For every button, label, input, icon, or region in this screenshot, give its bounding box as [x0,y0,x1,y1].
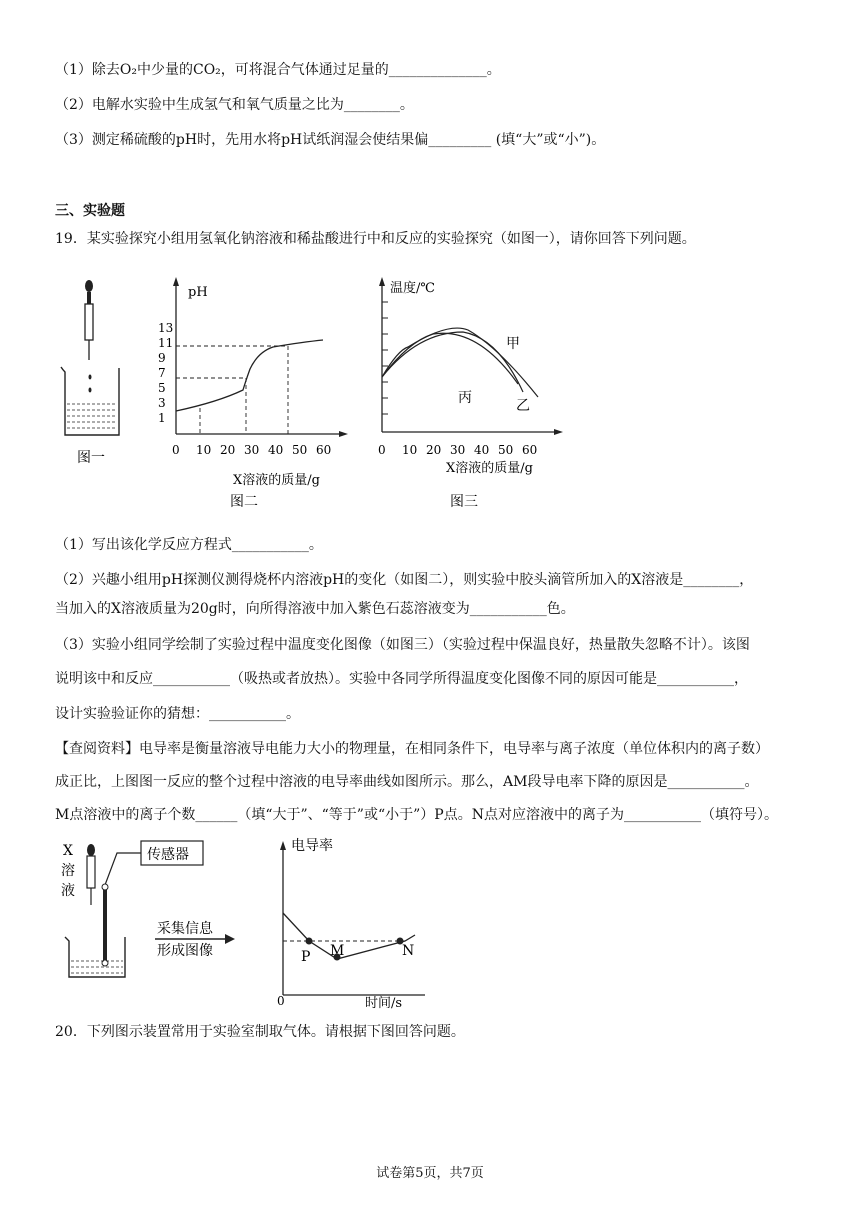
q19-part4-line3: M点溶液中的离子个数______（填“大于”、“等于”或“小于”）P点。N点对应溶液中的离子为___________（填符号）。 [55,807,778,823]
figure-3-curve-bing: 丙 [458,390,472,406]
arrow-text-2: 形成图像 [157,943,213,959]
figure-2-xlabel: X溶液的质量/g [233,473,320,488]
ph-xtick: 0 [172,443,180,457]
q20-stem: 20．下列图示装置常用于实验室制取气体。请根据下图回答问题。 [55,1024,465,1040]
q19-part1: （1）写出该化学反应方程式___________。 [55,537,323,553]
figure-2-ph-chart [148,272,358,517]
svg-text:X: X [63,843,73,859]
conductivity-ylabel: 电导率 [291,838,333,854]
sensor-label: 传感器 [147,847,189,863]
q19-part2-line1: （2）兴趣小组用pH探测仪测得烧杯内溶液pH的变化（如图二），则实验中胶头滴管所加入的X溶液是________， [55,572,754,588]
ph-ytick: 7 [158,366,166,380]
arrow-text-1: 采集信息 [157,921,213,937]
ph-xtick: 50 [292,443,308,457]
figure-4-conductivity [55,835,435,1010]
page-footer: 试卷第5页，共7页 [376,1166,484,1181]
ph-ytick: 1 [158,411,166,425]
temp-xtick: 40 [474,443,490,457]
svg-text:液: 液 [61,883,75,899]
figure-2-ylabel: pH [188,285,208,300]
q18-part3: （3）测定稀硫酸的pH时，先用水将pH试纸润湿会使结果偏_________ (填“大”或“小”)。 [55,132,606,148]
figure-1-beaker [55,272,135,472]
ph-xtick: 60 [316,443,332,457]
svg-text:P: P [301,949,311,965]
ph-ytick: 13 [158,321,174,335]
q18-part2: （2）电解水实验中生成氢气和氧气质量之比为________。 [55,97,414,113]
q19-part3-line2: 说明该中和反应___________（吸热或者放热）。实验中各同学所得温度变化图像不同的原因可能是___________， [55,671,748,687]
temp-xtick: 50 [498,443,514,457]
conductivity-xlabel: 时间/s [365,996,403,1010]
section-title: 三、实验题 [55,203,125,219]
ph-ytick: 5 [158,381,166,395]
ph-xtick: 20 [220,443,236,457]
figure-3-temp-chart [368,272,568,517]
svg-text:N: N [402,943,415,959]
q19-stem: 19．某实验探究小组用氢氧化钠溶液和稀盐酸进行中和反应的实验探究（如图一），请你回答下列问题。 [55,231,696,247]
ph-xtick: 30 [244,443,260,457]
ph-xtick: 40 [268,443,284,457]
q19-part2-line2: 当加入的X溶液质量为20g时，向所得溶液中加入紫色石蕊溶液变为___________色。 [55,601,575,617]
q19-part4-line1: 【查阅资料】电导率是衡量溶液导电能力大小的物理量，在相同条件下，电导率与离子浓度（单位体积内的离子数） [55,741,769,757]
q19-part4-line2: 成正比，上图图一反应的整个过程中溶液的电导率曲线如图所示。那么，AM段导电率下降的原因是___________。 [55,774,759,790]
temp-xtick: 60 [522,443,538,457]
ph-ytick: 9 [158,351,166,365]
ph-xtick: 10 [196,443,212,457]
temp-xtick: 20 [426,443,442,457]
ph-ytick: 3 [158,396,166,410]
q19-part3-line3: 设计实验验证你的猜想：___________。 [55,706,300,722]
figure-3-caption: 图三 [450,494,478,510]
svg-text:0: 0 [277,994,285,1008]
figure-3-xlabel: X溶液的质量/g [446,461,533,476]
temp-xtick: 30 [450,443,466,457]
ph-ytick: 11 [158,336,174,350]
figure-3-ylabel: 温度/℃ [390,281,435,296]
q19-part3-line1: （3）实验小组同学绘制了实验过程中温度变化图像（如图三）（实验过程中保温良好，热量散失忽略不计）。该图 [55,637,750,653]
q18-part1: （1）除去O₂中少量的CO₂，可将混合气体通过足量的______________。 [55,62,501,78]
temp-xtick: 0 [378,443,386,457]
svg-text:M: M [330,943,345,959]
svg-text:溶: 溶 [61,863,75,879]
figure-2-caption: 图二 [230,494,258,510]
figure-3-curve-yi: 乙 [516,398,530,414]
figure-1-caption: 图一 [77,450,105,466]
temp-xtick: 10 [402,443,418,457]
figure-3-curve-jia: 甲 [506,336,520,352]
